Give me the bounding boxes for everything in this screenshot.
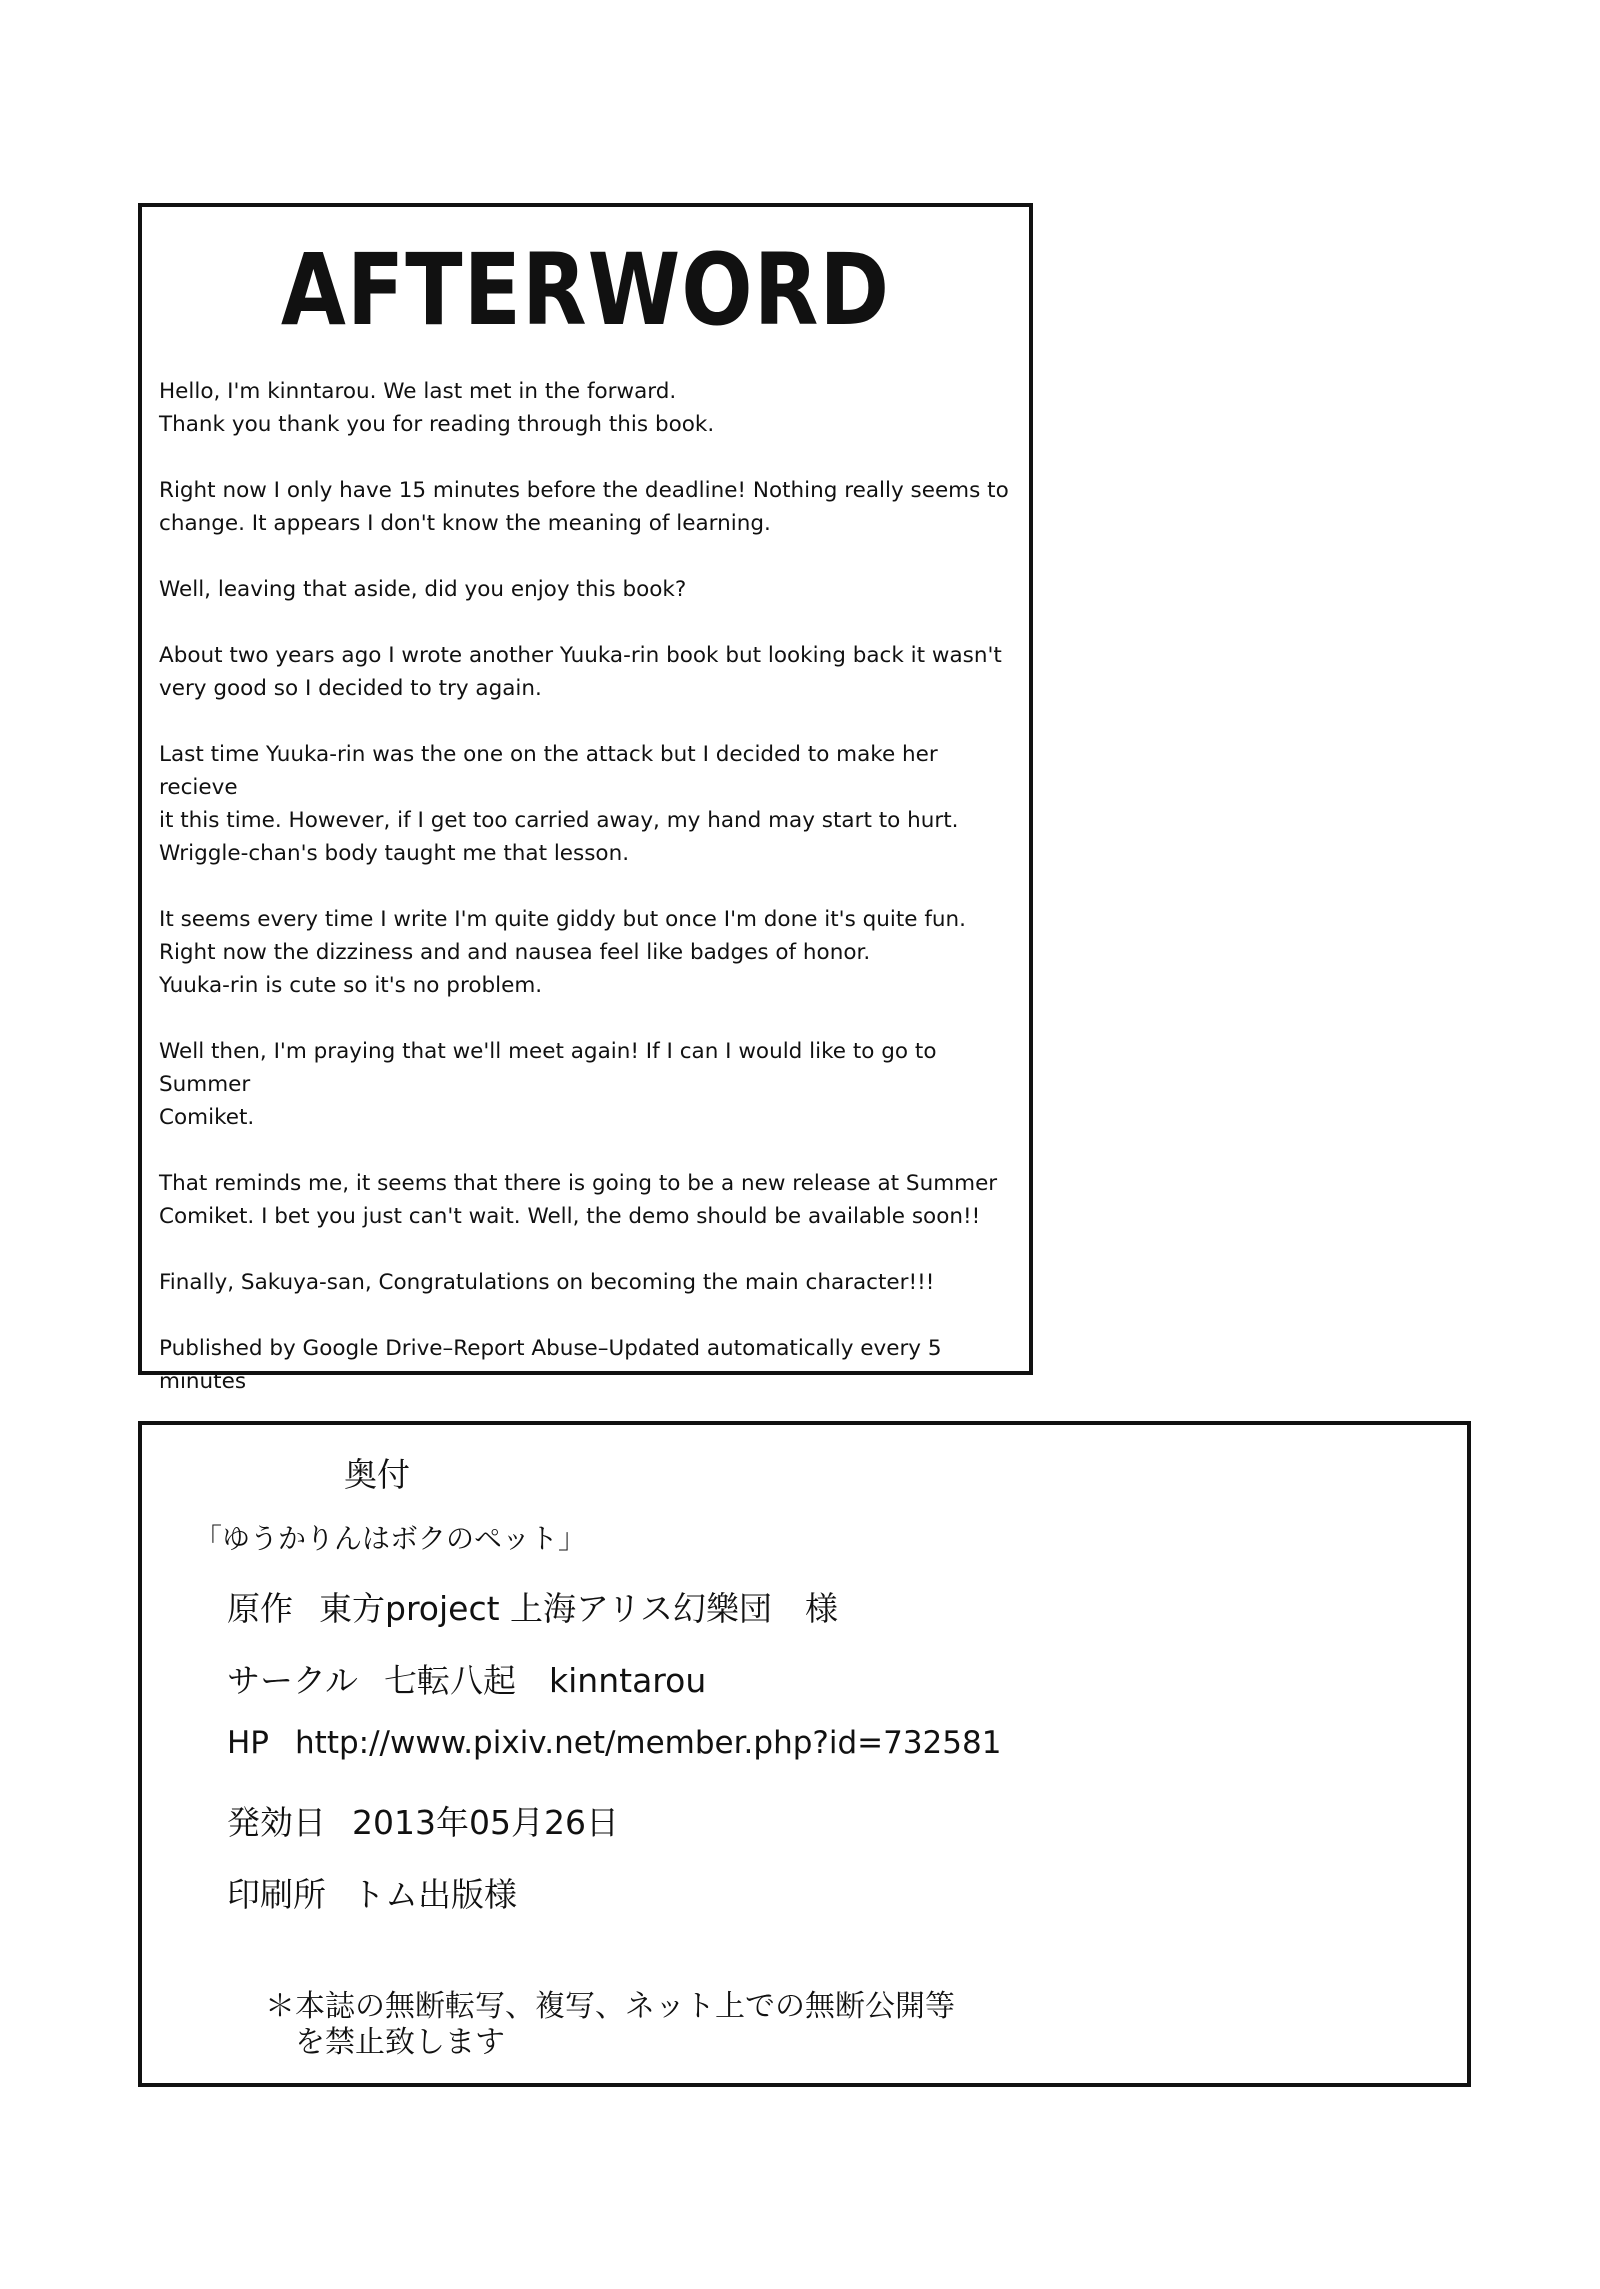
issue-date-value: 2013年05月26日 bbox=[352, 1803, 619, 1842]
afterword-paragraph: Published by Google Drive–Report Abuse–Updated automatically every 5 minutes bbox=[159, 1336, 942, 1394]
afterword-paragraph: Right now I only have 15 minutes before the deadline! Nothing really seems to change. It appears I don't know the meaning of learning. bbox=[159, 478, 1009, 536]
book-title: 「ゆうかりんはボクのペット」 bbox=[194, 1522, 587, 1555]
afterword-paragraph: Well, leaving that aside, did you enjoy this book? bbox=[159, 577, 687, 602]
afterword-paragraph: It seems every time I write I'm quite giddy but once I'm done it's quite fun. Right now the dizziness and and nausea feel like badges of honor. Yuuka-rin is cute so it's no problem. bbox=[159, 907, 966, 998]
homepage-label: HP bbox=[227, 1725, 270, 1761]
printer-line bbox=[227, 1869, 517, 1916]
issue-date-line bbox=[227, 1797, 619, 1844]
colophon-heading: 奥付 bbox=[344, 1455, 410, 1494]
afterword-title: AFTERWORD bbox=[280, 231, 891, 348]
original-work-value: 東方project 上海アリス幻樂団 様 bbox=[319, 1589, 839, 1628]
circle-line bbox=[227, 1655, 706, 1702]
issue-date-label: 発効日 bbox=[227, 1803, 326, 1842]
afterword-paragraph: Last time Yuuka-rin was the one on the attack but I decided to make her recieve it this time. However, if I get too carried away, my hand may start to hurt. Wriggle-chan's body taught me that lesson. bbox=[159, 742, 959, 866]
afterword-body bbox=[159, 375, 1019, 1398]
printer-value: トム出版様 bbox=[352, 1875, 517, 1914]
circle-value: 七転八起 kinntarou bbox=[384, 1661, 707, 1700]
original-work-line bbox=[227, 1583, 838, 1630]
afterword-paragraph: Well then, I'm praying that we'll meet again! If I can I would like to go to Summer Comiket. bbox=[159, 1039, 937, 1130]
homepage-url: http://www.pixiv.net/member.php?id=732581 bbox=[295, 1725, 1002, 1761]
original-work-label: 原作 bbox=[227, 1589, 293, 1628]
afterword-paragraph: About two years ago I wrote another Yuuka-rin book but looking back it wasn't very good so I decided to try again. bbox=[159, 643, 1002, 701]
copyright-notice: ＊本誌の無断転写、複写、ネット上での無断公開等 を禁止致します bbox=[265, 1989, 955, 2060]
printer-label: 印刷所 bbox=[227, 1875, 326, 1914]
afterword-paragraph: That reminds me, it seems that there is going to be a new release at Summer Comiket. I bet you just can't wait. Well, the demo should be available soon!! bbox=[159, 1171, 998, 1229]
colophon-box bbox=[138, 1421, 1471, 2087]
afterword-box bbox=[138, 203, 1033, 1394]
circle-label: サークル bbox=[227, 1661, 359, 1700]
afterword-paragraph: Finally, Sakuya-san, Congratulations on becoming the main character!!! bbox=[159, 1270, 935, 1295]
afterword-paragraph: Hello, I'm kinntarou. We last met in the forward. Thank you thank you for reading through this book. bbox=[159, 379, 715, 437]
homepage-line bbox=[227, 1725, 1001, 1761]
